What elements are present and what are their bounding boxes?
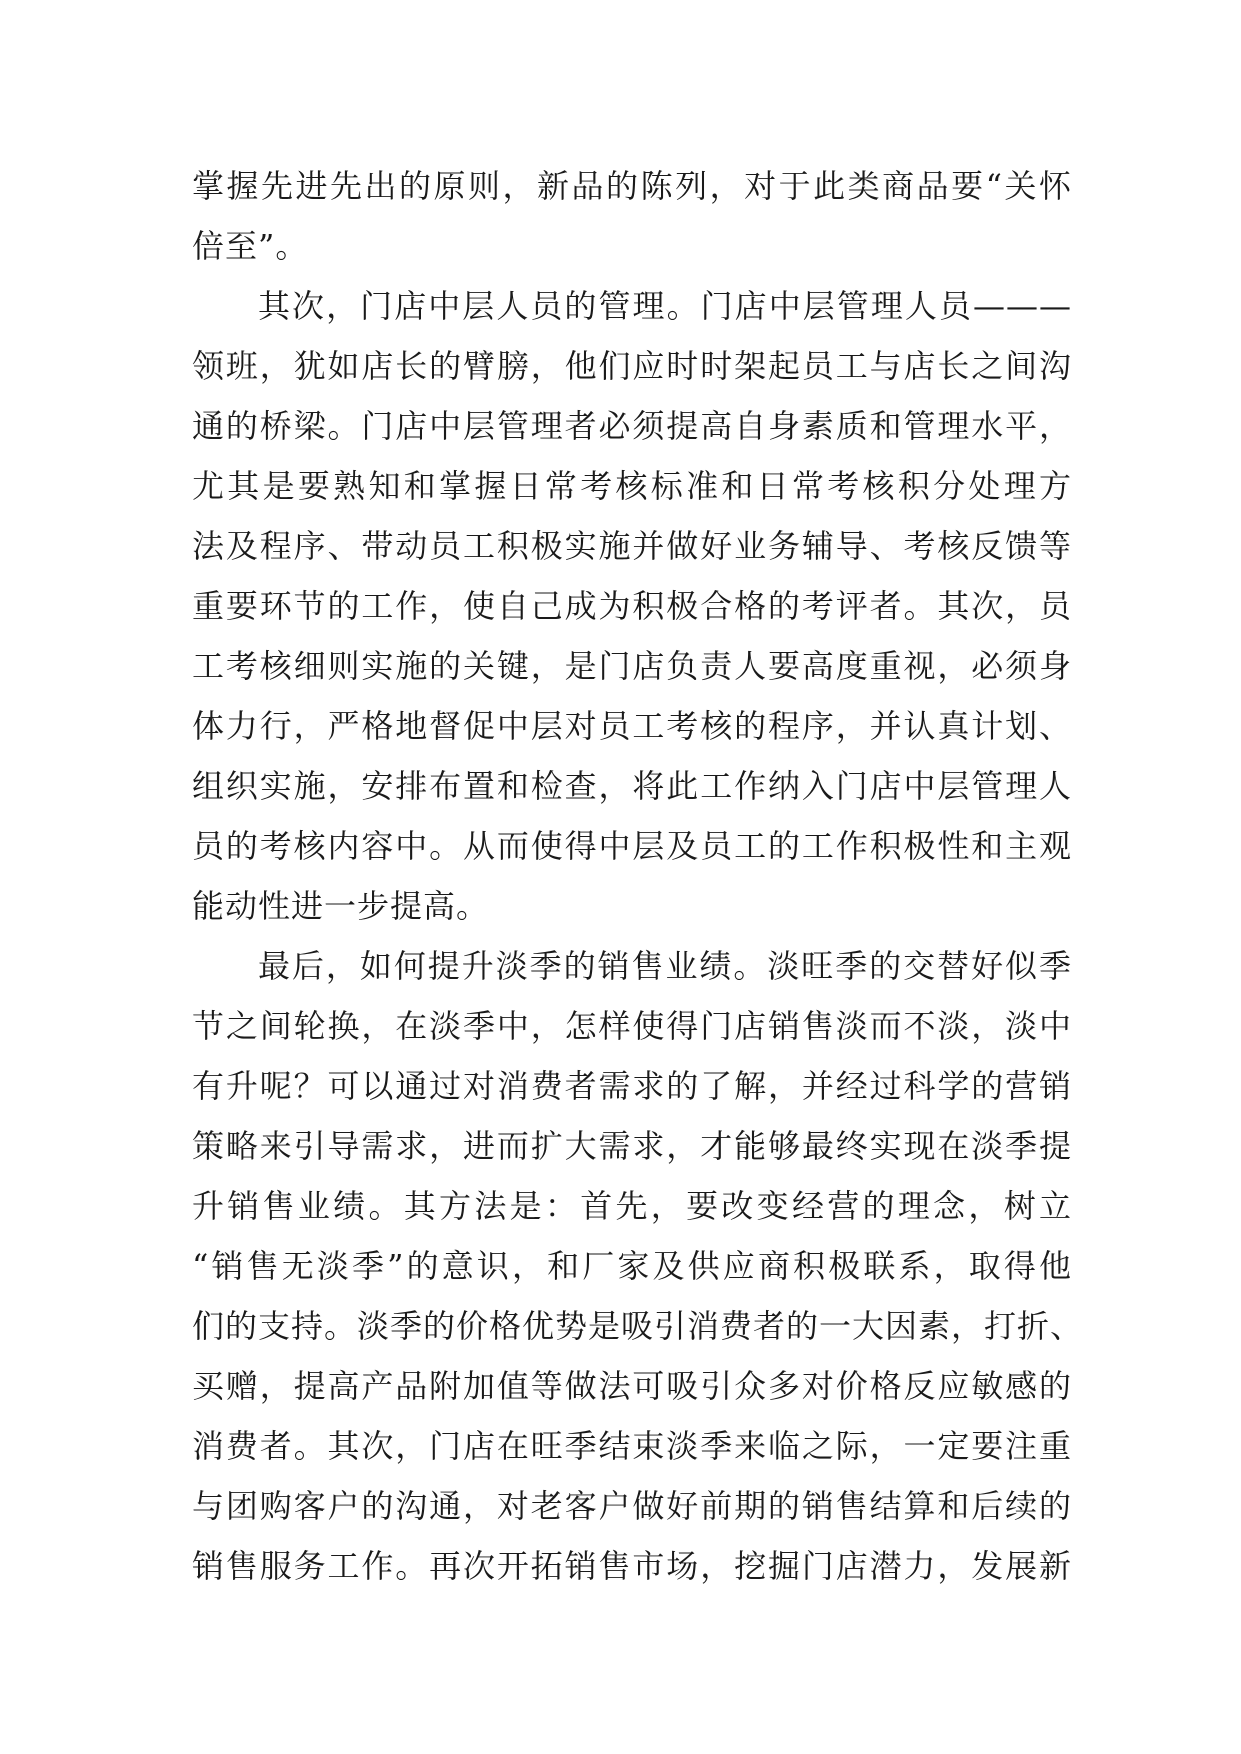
text-line: 重要环节的工作，使自己成为积极合格的考评者。其次，员 bbox=[192, 587, 1072, 625]
text-line: 消费者。其次，门店在旺季结束淡季来临之际，一定要注重 bbox=[192, 1427, 1072, 1465]
text-line: 销售服务工作。再次开拓销售市场，挖掘门店潜力，发展新 bbox=[192, 1547, 1072, 1585]
paragraph-first-line: 最后，如何提升淡季的销售业绩。淡旺季的交替好似季 bbox=[258, 947, 1072, 985]
text-line: 们的支持。淡季的价格优势是吸引消费者的一大因素，打折、 bbox=[192, 1307, 1084, 1345]
text-line: 员的考核内容中。从而使得中层及员工的工作积极性和主观 bbox=[192, 827, 1072, 865]
text-line: 与团购客户的沟通，对老客户做好前期的销售结算和后续的 bbox=[192, 1487, 1072, 1525]
text-line: 倍至”。 bbox=[192, 227, 309, 265]
paragraph-first-line: 其次，门店中层人员的管理。门店中层管理人员——— bbox=[258, 287, 1072, 325]
text-line: 节之间轮换，在淡季中，怎样使得门店销售淡而不淡，淡中 bbox=[192, 1007, 1072, 1045]
text-line: 买赠，提高产品附加值等做法可吸引众多对价格反应敏感的 bbox=[192, 1367, 1072, 1405]
text-line: 组织实施，安排布置和检查，将此工作纳入门店中层管理人 bbox=[192, 767, 1072, 805]
text-line: 有升呢？可以通过对消费者需求的了解，并经过科学的营销 bbox=[192, 1067, 1072, 1105]
text-line: 策略来引导需求，进而扩大需求，才能够最终实现在淡季提 bbox=[192, 1127, 1072, 1165]
text-line: 体力行，严格地督促中层对员工考核的程序，并认真计划、 bbox=[192, 707, 1072, 745]
text-line: 法及程序、带动员工积极实施并做好业务辅导、考核反馈等 bbox=[192, 527, 1072, 565]
text-line: 能动性进一步提高。 bbox=[192, 887, 490, 925]
text-line: 通的桥梁。门店中层管理者必须提高自身素质和管理水平， bbox=[192, 407, 1072, 445]
text-line: 升销售业绩。其方法是：首先，要改变经营的理念，树立 bbox=[192, 1187, 1072, 1225]
text-line: “销售无淡季”的意识，和厂家及供应商积极联系，取得他 bbox=[192, 1247, 1072, 1285]
text-line: 领班，犹如店长的臂膀，他们应时时架起员工与店长之间沟 bbox=[192, 347, 1072, 385]
text-line: 尤其是要熟知和掌握日常考核标准和日常考核积分处理方 bbox=[192, 467, 1072, 505]
document-body bbox=[192, 156, 1084, 1596]
text-line: 工考核细则实施的关键，是门店负责人要高度重视，必须身 bbox=[192, 647, 1072, 685]
text-line: 掌握先进先出的原则，新品的陈列，对于此类商品要“关怀 bbox=[192, 167, 1072, 205]
